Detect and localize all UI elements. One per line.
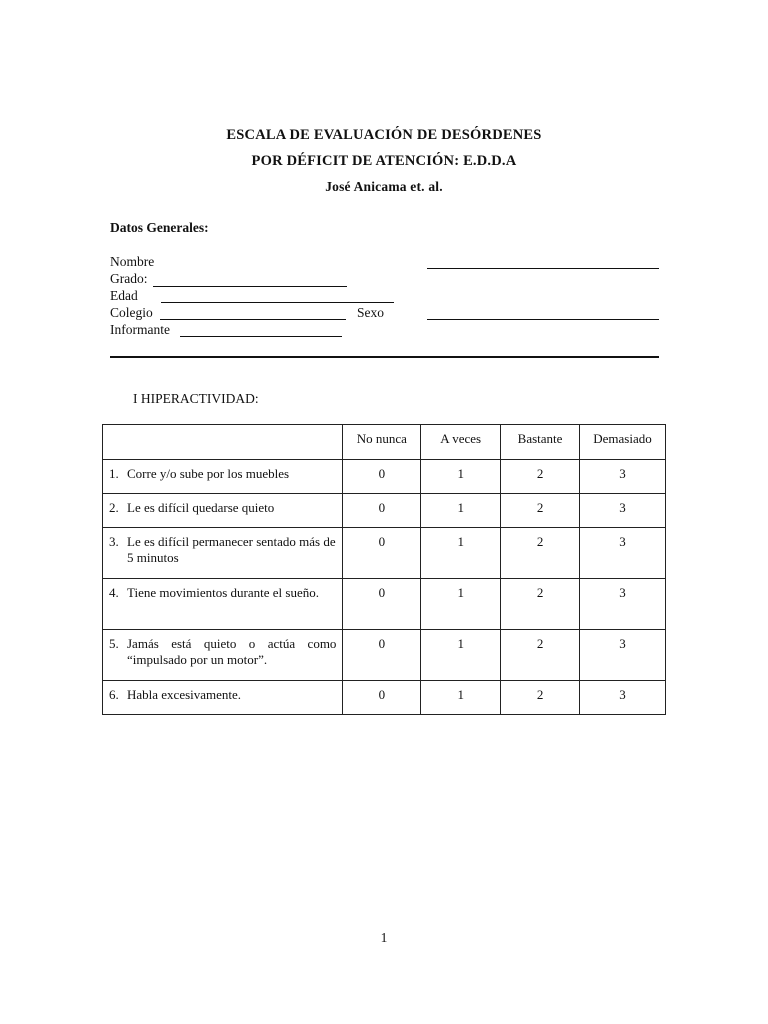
score-bastante: 2: [501, 528, 580, 579]
colegio-line: [160, 319, 346, 320]
header-blank: [103, 425, 343, 460]
score-a-veces: 1: [421, 528, 501, 579]
item-number: 5.: [109, 636, 119, 651]
informante-line: [180, 336, 342, 337]
header-demasiado: Demasiado: [580, 425, 666, 460]
item-cell: [103, 528, 343, 579]
sexo-label: Sexo: [357, 305, 384, 320]
table-row: [103, 579, 666, 630]
grado-label: Grado:: [110, 271, 148, 286]
section-divider: [110, 356, 659, 358]
score-a-veces: 1: [421, 494, 501, 528]
grado-line: [153, 286, 347, 287]
table-row: [103, 681, 666, 715]
item-text: Le es difícil quedarse quieto: [127, 500, 275, 515]
score-no-nunca: 0: [343, 681, 421, 715]
table-header-row: [103, 425, 666, 460]
informante-label: Informante: [110, 322, 170, 337]
score-a-veces: 1: [421, 681, 501, 715]
item-cell: [103, 494, 343, 528]
score-demasiado: 3: [580, 630, 666, 681]
general-data-heading: Datos Generales:: [110, 220, 209, 235]
item-text: Habla excesivamente.: [127, 687, 242, 702]
header-a-veces: A veces: [421, 425, 501, 460]
item-cell: [103, 630, 343, 681]
item-cell: [103, 681, 343, 715]
score-no-nunca: 0: [343, 528, 421, 579]
score-bastante: 2: [501, 460, 580, 494]
table-row: [103, 494, 666, 528]
score-demasiado: 3: [580, 494, 666, 528]
edad-label: Edad: [110, 288, 138, 303]
header-bastante: Bastante: [501, 425, 580, 460]
score-no-nunca: 0: [343, 579, 421, 630]
colegio-label: Colegio: [110, 305, 153, 320]
table-row: [103, 630, 666, 681]
nombre-line: [427, 268, 659, 269]
table-row: [103, 528, 666, 579]
document-title-line2: POR DÉFICIT DE ATENCIÓN: E.D.D.A: [251, 153, 517, 169]
table-row: [103, 460, 666, 494]
item-number: 6.: [109, 687, 119, 702]
score-a-veces: 1: [421, 630, 501, 681]
item-number: 4.: [109, 585, 119, 600]
score-demasiado: 3: [580, 528, 666, 579]
edad-line: [161, 302, 394, 303]
item-number: 2.: [109, 500, 119, 515]
score-bastante: 2: [501, 681, 580, 715]
item-text: Jamás está quieto o actúa como “impulsado por un motor”.: [127, 636, 337, 667]
sexo-line: [427, 319, 659, 320]
score-demasiado: 3: [580, 579, 666, 630]
score-demasiado: 3: [580, 460, 666, 494]
score-demasiado: 3: [580, 681, 666, 715]
score-no-nunca: 0: [343, 630, 421, 681]
document-title-line1: ESCALA DE EVALUACIÓN DE DESÓRDENES: [226, 127, 542, 143]
nombre-label: Nombre: [110, 254, 155, 269]
score-bastante: 2: [501, 579, 580, 630]
item-cell: [103, 460, 343, 494]
score-bastante: 2: [501, 630, 580, 681]
score-a-veces: 1: [421, 579, 501, 630]
item-cell: [103, 579, 343, 630]
header-no-nunca: No nunca: [343, 425, 421, 460]
item-number: 1.: [109, 466, 119, 481]
item-text: Corre y/o sube por los muebles: [127, 466, 290, 481]
item-text: Le es difícil permanecer sentado más de 5 minutos: [127, 534, 336, 565]
hyperactivity-table: [102, 424, 666, 715]
item-number: 3.: [109, 534, 119, 549]
score-no-nunca: 0: [343, 460, 421, 494]
page-number: 1: [380, 930, 388, 945]
document-author: José Anicama et. al.: [325, 179, 443, 194]
score-bastante: 2: [501, 494, 580, 528]
section-title: I HIPERACTIVIDAD:: [133, 391, 259, 406]
item-text: Tiene movimientos durante el sueño.: [127, 585, 319, 600]
score-a-veces: 1: [421, 460, 501, 494]
score-no-nunca: 0: [343, 494, 421, 528]
